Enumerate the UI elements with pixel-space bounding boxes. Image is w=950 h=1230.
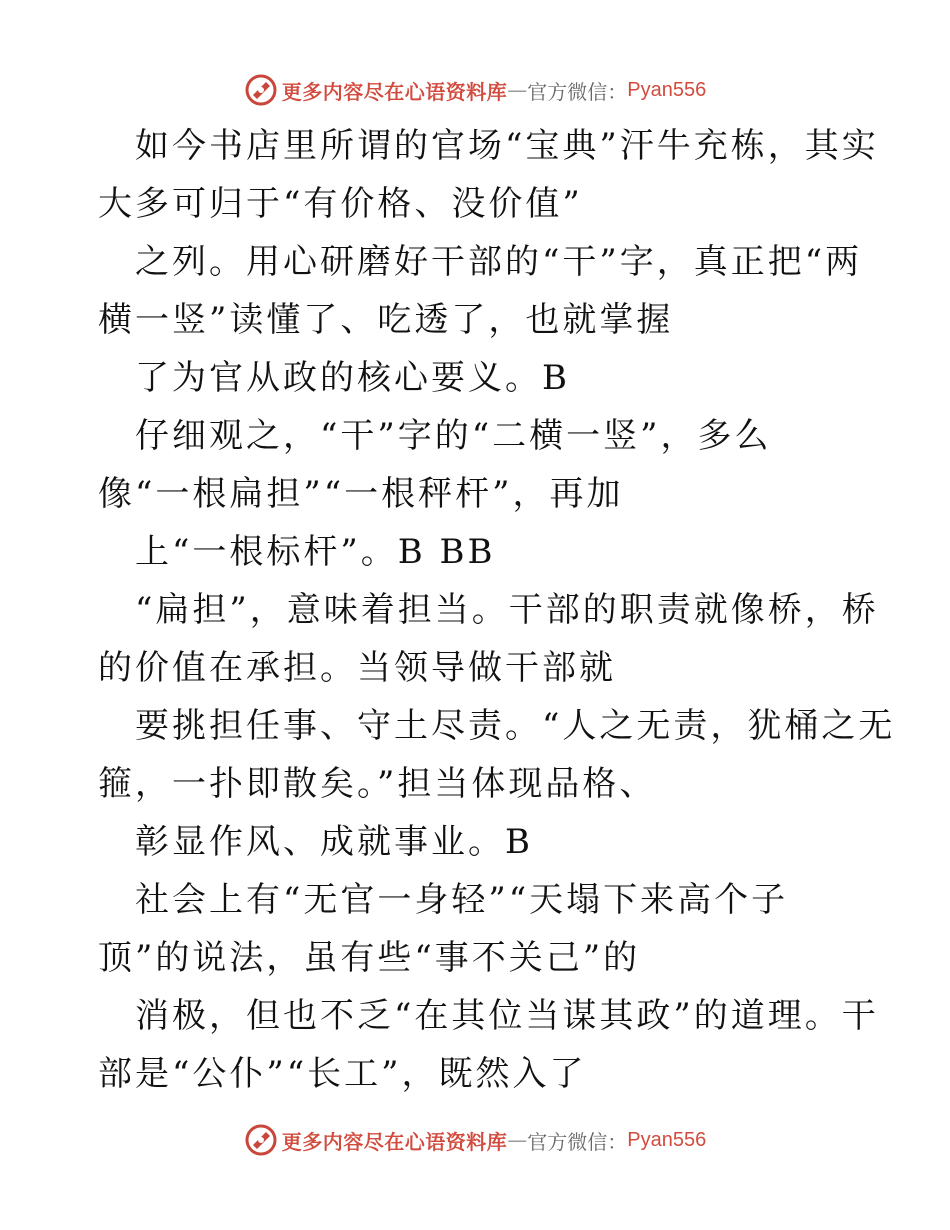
footer-official-label: 官方微信： [527, 1129, 628, 1154]
footer-separator: — [507, 1128, 528, 1152]
text-line: 大多可归于“有价格、没价值” [98, 184, 583, 224]
text-line: 社会上有“无官一身轻”“天塌下来高个子 [135, 880, 789, 920]
text-line: 上“一根标杆”。B BB [135, 532, 496, 572]
text-line: 要挑担任事、守土尽责。“人之无责，犹桶之无 [135, 706, 896, 746]
text-line: 的价值在承担。当领导做干部就 [98, 648, 616, 688]
text-line: 如今书店里所谓的官场“宝典”汗牛充栋，其实 [135, 126, 879, 166]
text-line: 箍，一扑即散矣。”担当体现品格、 [98, 764, 657, 804]
header-separator: — [507, 78, 528, 102]
text-line: 横一竖”读懂了、吃透了，也就掌握 [98, 300, 674, 340]
brand-logo-icon [244, 1123, 278, 1157]
text-line: 了为官从政的核心要义。B [135, 358, 570, 398]
header-wechat-id: Pyan556 [627, 78, 707, 101]
text-line: 彰显作风、成就事业。B [135, 822, 533, 862]
brand-logo-icon [244, 73, 278, 107]
text-line: 仔细观之，“干”字的“二横一竖”，多么 [135, 416, 772, 456]
header-banner [0, 70, 950, 110]
footer-wechat-id: Pyan556 [627, 1128, 707, 1151]
text-line: 消极，但也不乏“在其位当谋其政”的道理。干 [135, 996, 879, 1036]
header-official-label: 官方微信： [527, 79, 628, 104]
footer-brand-text: 更多内容尽在心语资料库 [281, 1129, 508, 1154]
text-line: 之列。用心研磨好干部的“干”字，真正把“两 [135, 242, 863, 282]
text-line: 像“一根扁担”“一根秤杆”，再加 [98, 474, 624, 514]
footer-banner [0, 1120, 950, 1160]
header-brand-text: 更多内容尽在心语资料库 [281, 79, 508, 104]
text-line: “扁担”，意味着担当。干部的职责就像桥，桥 [135, 590, 879, 630]
text-line: 部是“公仆”“长工”，既然入了 [98, 1054, 587, 1094]
text-line: 顶”的说法，虽有些“事不关己”的 [98, 938, 641, 978]
